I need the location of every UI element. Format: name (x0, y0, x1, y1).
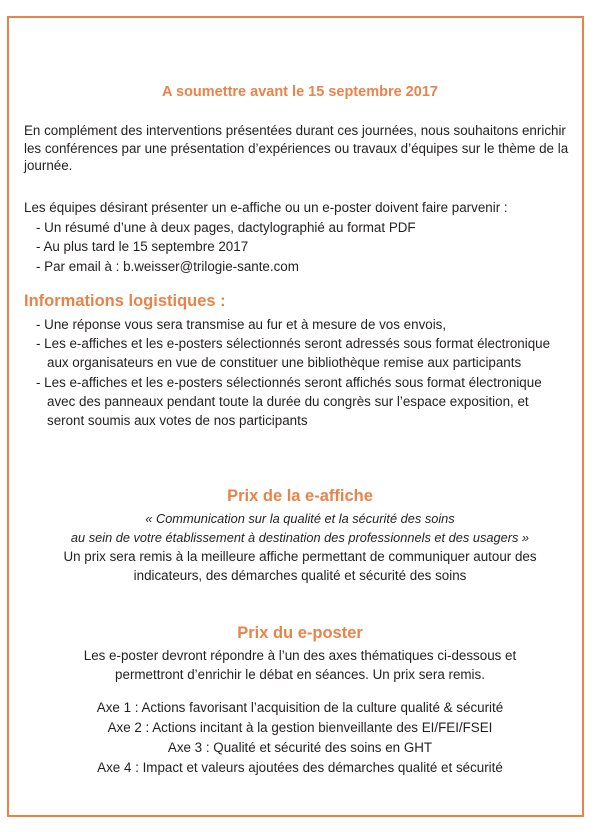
theme-item: Axe 1 : Actions favorisant l’acquisition de la culture qualité & sécurité (96, 700, 504, 715)
affiche-quote-line: « Communication sur la qualité et la sécurité des soins (145, 511, 455, 526)
logistics-heading: Informations logistiques : (24, 292, 226, 310)
theme-item: Axe 2 : Actions incitant à la gestion bienveillante des EI/FEI/FSEI (107, 720, 493, 735)
list-item: - Par email à : b.weisser@trilogie-sante.com (36, 258, 299, 274)
requirements-list (36, 218, 416, 276)
affiche-quote-line: au sein de votre établissement à destination des professionnels et des usagers » (70, 530, 530, 545)
affiche-description: Un prix sera remis à la meilleure affiche permettant de communiquer autour des indicateurs, des démarches qualité et sécurité des soins (63, 549, 537, 583)
theme-item: Axe 4 : Impact et valeurs ajoutées des démarches qualité et sécurité (97, 760, 503, 775)
list-item: - Les e-affiches et les e-posters sélectionnés seront adressés sous format électronique aux organisateurs en vue de constituer une bibliothèque remise aux participants (36, 336, 551, 371)
themes-list (0, 698, 600, 778)
deadline-heading: A soumettre avant le 15 septembre 2017 (162, 84, 438, 100)
poster-description: Les e-poster devront répondre à l’un des axes thématiques ci-dessous et permettront d’enrichir le débat en séances. Un prix sera remis. (83, 648, 517, 682)
list-item: - Une réponse vous sera transmise au fur et à mesure de vos envois, (36, 317, 447, 332)
submission-paragraph: Les équipes désirant présenter un e-affiche ou un e-poster doivent faire parvenir : (24, 200, 508, 215)
intro-paragraph: En complément des interventions présentées durant ces journées, nous souhaitons enrichir les conférences par une présentation d’expériences ou travaux d’équipes sur le thème de la journée. (24, 123, 569, 173)
theme-item: Axe 3 : Qualité et sécurité des soins en GHT (167, 740, 433, 755)
list-item: - Les e-affiches et les e-posters sélectionnés seront affichés sous format électronique avec des panneaux pendant toute la durée du congrès sur l’espace exposition, et seront soumis aux votes de nos participants (36, 374, 542, 429)
logistics-list (36, 315, 566, 430)
list-item: - Au plus tard le 15 septembre 2017 (36, 239, 249, 255)
list-item: - Un résumé d’une à deux pages, dactylographié au format PDF (36, 220, 416, 235)
poster-prize-heading: Prix du e-poster (237, 624, 363, 642)
affiche-prize-heading: Prix de la e-affiche (227, 487, 373, 505)
